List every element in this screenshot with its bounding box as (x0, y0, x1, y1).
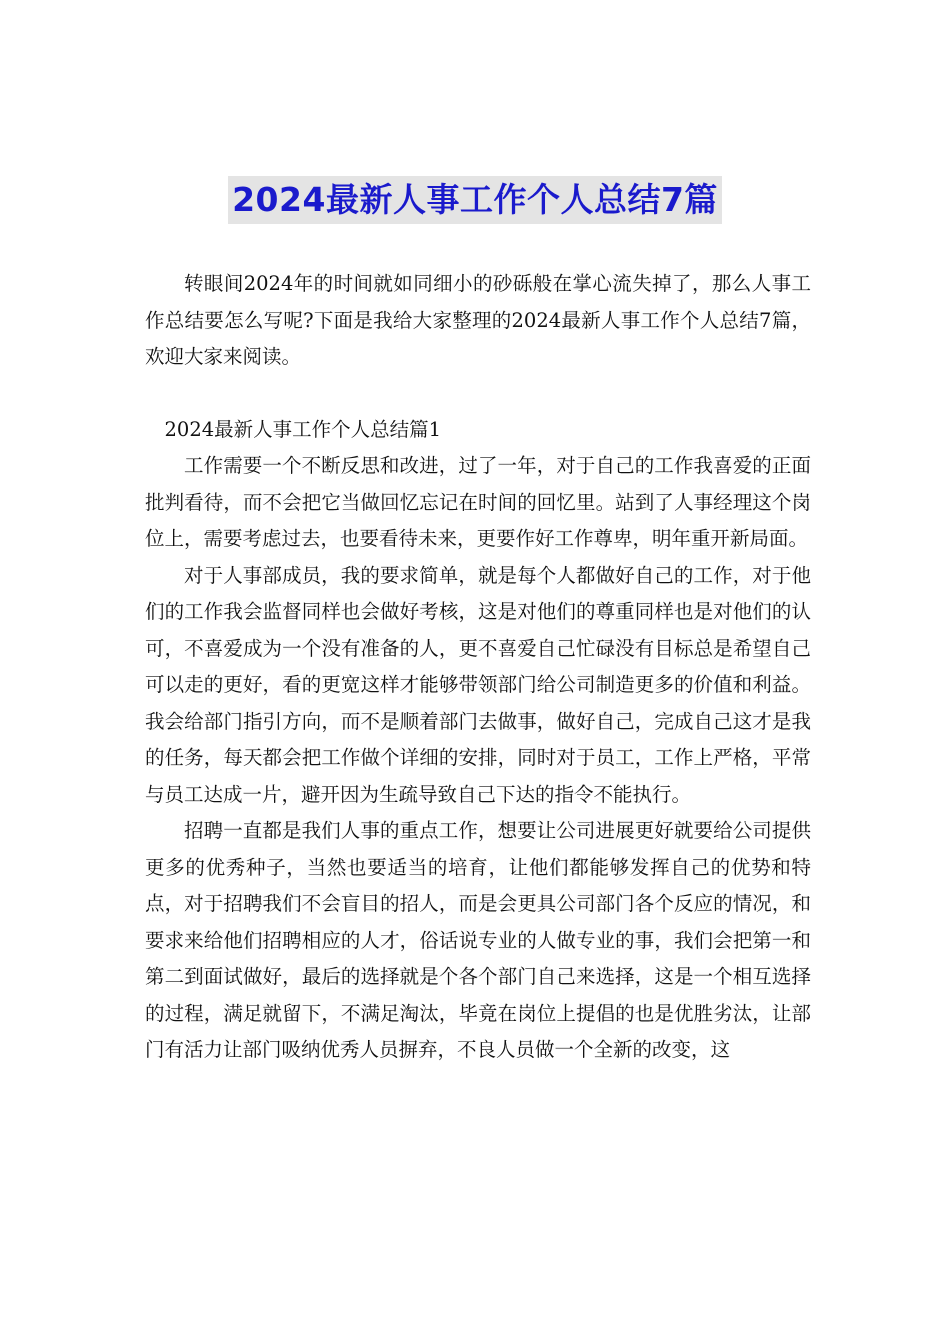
body-paragraph: 对于人事部成员，我的要求简单，就是每个人都做好自己的工作，对于他们的工作我会监督同样也会做好考核，这是对他们的尊重同样也是对他们的认可，不喜爱成为一个没有准备的人，更不喜爱自己忙碌没有目标总是希望自己可以走的更好，看的更宽这样才能够带领部门给公司制造更多的价值和利益。我会给部门指引方向，而不是顺着部门去做事，做好自己，完成自己这才是我的任务，每天都会把工作做个详细的安排，同时对于员工，工作上严格，平常与员工达成一片，避开因为生疏导致自己下达的指令不能执行。 (145, 563, 811, 806)
intro-paragraph: 转眼间2024年的时间就如同细小的砂砾般在掌心流失掉了，那么人事工作总结要怎么写呢?下面是我给大家整理的2024最新人事工作个人总结7篇，欢迎大家来阅读。 (145, 272, 811, 368)
title-container (0, 176, 950, 224)
document-body (145, 266, 811, 1069)
document-title: 2024最新人事工作个人总结7篇 (228, 176, 722, 224)
body-paragraph: 招聘一直都是我们人事的重点工作，想要让公司进展更好就要给公司提供更多的优秀种子，当然也要适当的培育，让他们都能够发挥自己的优势和特点，对于招聘我们不会盲目的招人，而是会更具公司部门各个反应的情况，和要求来给他们招聘相应的人才，俗话说专业的人做专业的事，我们会把第一和第二到面试做好，最后的选择就是个各个部门自己来选择，这是一个相互选择的过程，满足就留下，不满足淘汰，毕竟在岗位上提倡的也是优胜劣汰，让部门有活力让部门吸纳优秀人员摒弃，不良人员做一个全新的改变，这 (145, 819, 811, 1061)
body-paragraph: 工作需要一个不断反思和改进，过了一年，对于自己的工作我喜爱的正面批判看待，而不会把它当做回忆忘记在时间的回忆里。站到了人事经理这个岗位上，需要考虑过去，也要看待未来，更要作好工作尊卑，明年重开新局面。 (145, 454, 811, 550)
section-heading: 2024最新人事工作个人总结篇1 (164, 417, 442, 441)
